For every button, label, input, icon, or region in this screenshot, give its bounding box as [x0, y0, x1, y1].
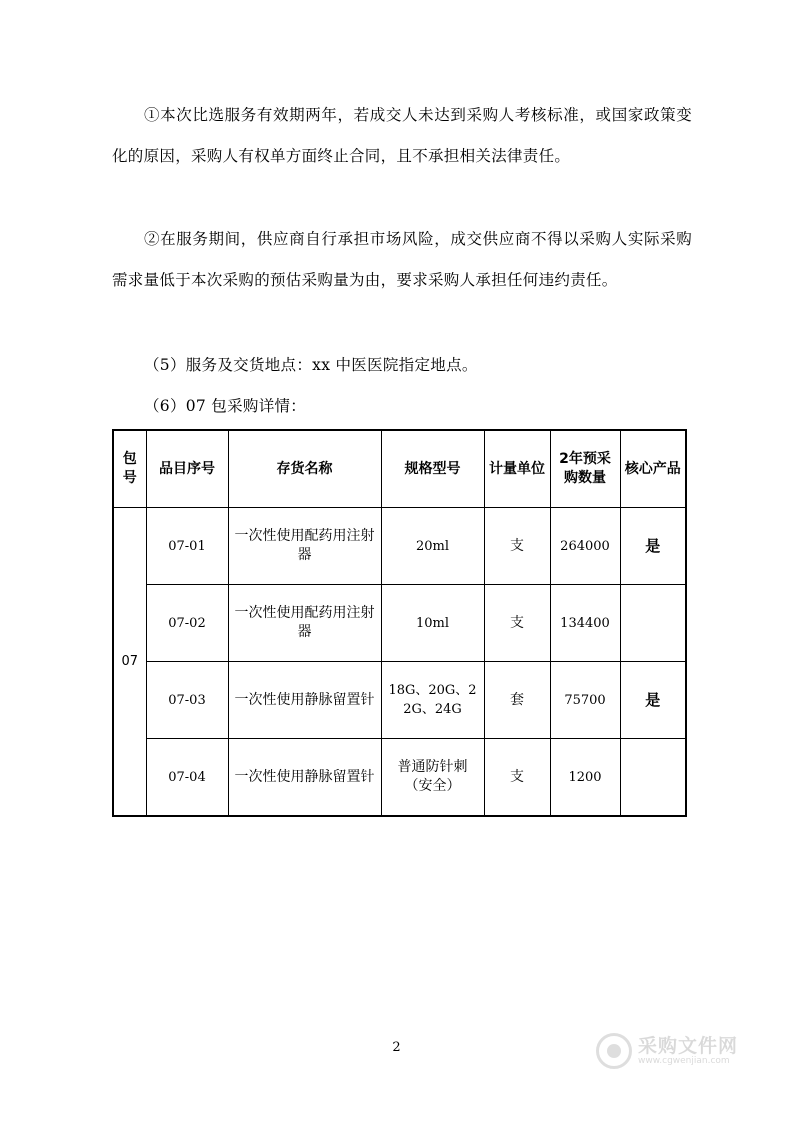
item-no-cell: 07-01: [146, 508, 228, 585]
table-header-row: [113, 430, 686, 508]
header-item-no: 品目序号: [146, 430, 228, 508]
item-no-cell: 07-03: [146, 662, 228, 739]
clause-2-paragraph: ②在服务期间，供应商自行承担市场风险，成交供应商不得以采购人实际采购需求量低于本次采购的预估采购量为由，要求采购人承担任何违约责任。: [112, 230, 692, 289]
header-spec: 规格型号: [381, 430, 484, 508]
header-name: 存货名称: [228, 430, 381, 508]
item-no-cell: 07-02: [146, 585, 228, 662]
name-cell: 一次性使用静脉留置针: [228, 739, 381, 817]
quantity-cell: 75700: [550, 662, 620, 739]
watermark-url: www.cgwenjian.com: [638, 1055, 730, 1066]
page-number: 2: [392, 1040, 401, 1055]
name-cell: 一次性使用配药用注射器: [228, 585, 381, 662]
core-cell: 是: [620, 508, 686, 585]
quantity-cell: 1200: [550, 739, 620, 817]
core-cell: [620, 739, 686, 817]
clause-1-paragraph: ①本次比选服务有效期两年，若成交人未达到采购人考核标准，或国家政策变化的原因，采购人有权单方面终止合同，且不承担相关法律责任。: [112, 106, 692, 165]
package-details-heading: （6）07 包采购详情：: [144, 397, 307, 415]
spec-cell: 20ml: [381, 508, 484, 585]
name-cell: 一次性使用静脉留置针: [228, 662, 381, 739]
header-core: 核心产品: [620, 430, 686, 508]
unit-cell: 套: [484, 662, 550, 739]
quantity-cell: 264000: [550, 508, 620, 585]
core-cell: 是: [620, 662, 686, 739]
table-row: [113, 585, 686, 662]
unit-cell: 支: [484, 585, 550, 662]
unit-cell: 支: [484, 508, 550, 585]
quantity-cell: 134400: [550, 585, 620, 662]
package-cell: 07: [113, 508, 146, 817]
table-row: [113, 508, 686, 585]
spec-cell: 10ml: [381, 585, 484, 662]
header-unit: 计量单位: [484, 430, 550, 508]
header-package: 包号: [113, 430, 146, 508]
delivery-location-paragraph: （5）服务及交货地点：xx 中医医院指定地点。: [144, 356, 478, 374]
unit-cell: 支: [484, 739, 550, 817]
name-cell: 一次性使用配药用注射器: [228, 508, 381, 585]
table-row: [113, 662, 686, 739]
spec-cell: 普通防针刺（安全）: [381, 739, 484, 817]
watermark: [596, 1028, 756, 1074]
logo-icon: [596, 1033, 632, 1069]
core-cell: [620, 585, 686, 662]
item-no-cell: 07-04: [146, 739, 228, 817]
watermark-name: 采购文件网: [638, 1034, 739, 1057]
procurement-table: [112, 429, 687, 817]
spec-cell: 18G、20G、22G、24G: [381, 662, 484, 739]
table-row: [113, 739, 686, 817]
header-quantity: 2年预采购数量: [550, 430, 620, 508]
